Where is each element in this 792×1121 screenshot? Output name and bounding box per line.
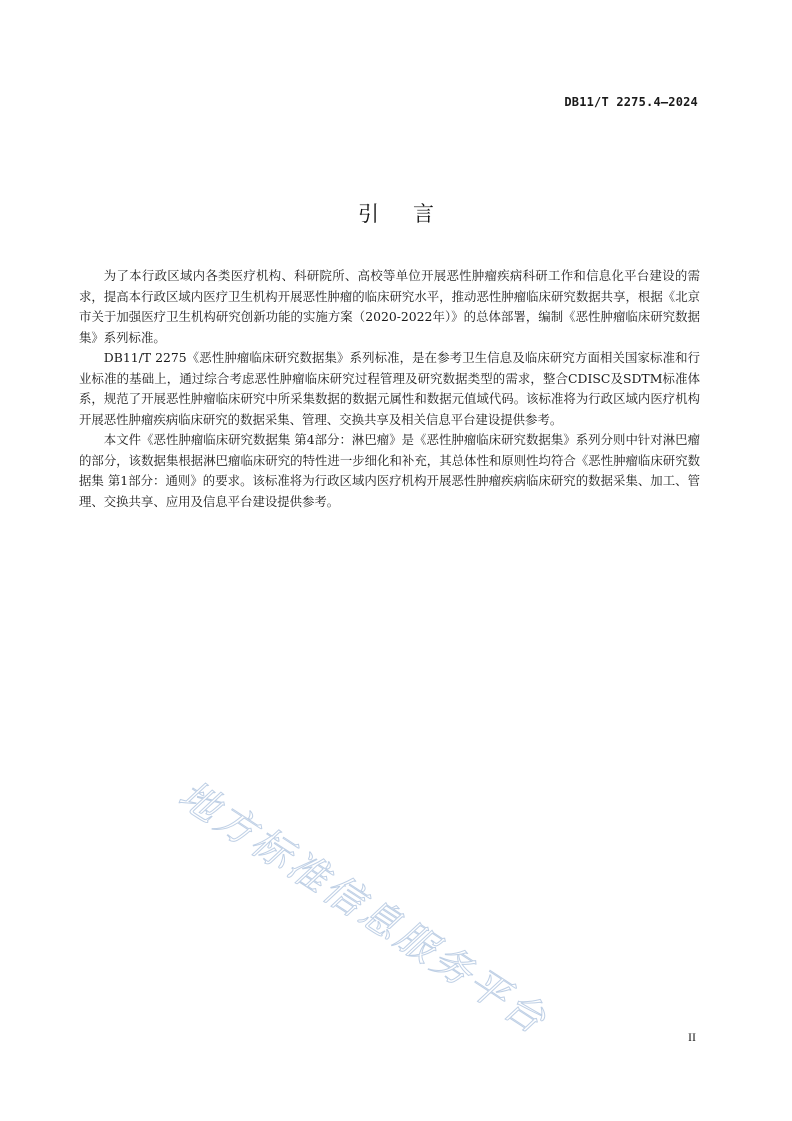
paragraph-series-standard: DB11/T 2275《恶性肿瘤临床研究数据集》系列标准，是在参考卫生信息及临床研究方面相关国家标准和行业标准的基础上，通过综合考虑恶性肿瘤临床研究过程管理及研究数据类型的需求，整合CDISC及SDTM标准体系，规范了开展恶性肿瘤临床研究中所采集数据的数据元属性和数据元值域代码。该标准将为行政区域内医疗机构开展恶性肿瘤疾病临床研究的数据采集、管理、交换共享及相关信息平台建设提供参考。: [79, 350, 700, 427]
watermark: 地方标准信息服务平台: [170, 772, 556, 1045]
paragraph-purpose: 为了本行政区域内各类医疗机构、科研院所、高校等单位开展恶性肿瘤疾病科研工作和信息化平台建设的需求，提高本行政区域内医疗卫生机构开展恶性肿瘤的临床研究水平，推动恶性肿瘤临床研究数据共享，根据《北京市关于加强医疗卫生机构研究创新功能的实施方案（2020-2022年）》的总体部署，编制《恶性肿瘤临床研究数据集》系列标准。: [79, 268, 700, 345]
paragraph-this-document: 本文件《恶性肿瘤临床研究数据集 第4部分：淋巴瘤》是《恶性肿瘤临床研究数据集》系列分则中针对淋巴瘤的部分，该数据集根据淋巴瘤临床研究的特性进一步细化和补充，其总体性和原则性均符合《恶性肿瘤临床研究数据集 第1部分：通则》的要求。该标准将为行政区域内医疗机构开展恶性肿瘤疾病临床研究的数据采集、加工、管理、交换共享、应用及信息平台建设提供参考。: [79, 432, 700, 509]
page-number: II: [688, 1030, 696, 1044]
section-title: 引言: [358, 202, 468, 226]
document-code: DB11/T 2275.4—2024: [564, 95, 698, 109]
body-text: [79, 266, 700, 512]
